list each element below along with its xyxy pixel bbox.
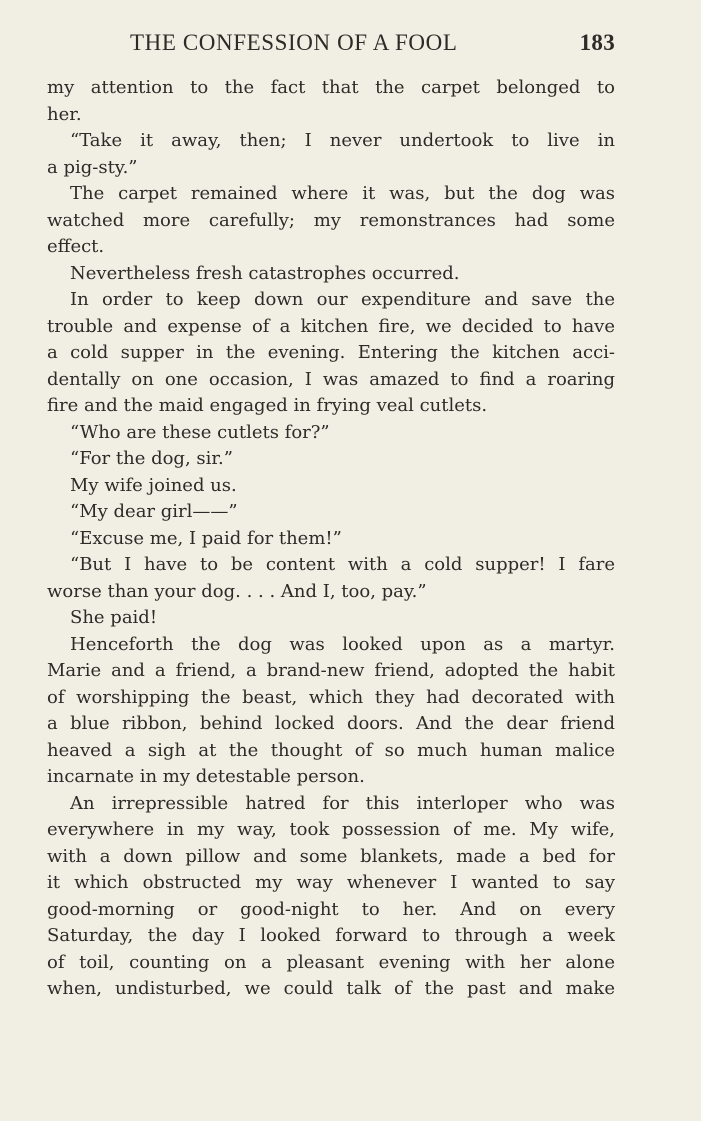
- text-line: a pig-sty.”: [47, 156, 138, 178]
- running-title: THE CONFESSION OF A FOOL: [130, 30, 458, 55]
- text-line: with a down pillow and some blankets, made a bed for: [47, 845, 615, 867]
- text-line: of toil, counting on a pleasant evening with her alone: [47, 951, 615, 973]
- text-line: “Who are these cutlets for?”: [70, 421, 330, 443]
- text-line: heaved a sigh at the thought of so much human malice: [47, 739, 615, 761]
- text-line: In order to keep down our expenditure and save the: [70, 289, 615, 310]
- text-line: when, undisturbed, we could talk of the past and make: [47, 978, 615, 999]
- body-text: [47, 75, 615, 1003]
- text-line: The carpet remained where it was, but the dog was: [70, 183, 615, 204]
- text-line: She paid!: [70, 607, 158, 628]
- text-line: everywhere in my way, took possession of me. My wife,: [47, 819, 615, 840]
- text-line: My wife joined us.: [70, 474, 237, 496]
- text-line: dentally on one occasion, I was amazed to find a roaring: [47, 368, 615, 390]
- text-line: trouble and expense of a kitchen fire, we decided to have: [47, 315, 615, 337]
- page-number: 183: [579, 30, 615, 55]
- running-header: [47, 26, 615, 58]
- text-line: incarnate in my detestable person.: [47, 766, 365, 787]
- text-line: good-morning or good-night to her. And on every: [47, 898, 615, 920]
- text-line: “But I have to be content with a cold supper! I fare: [70, 554, 615, 575]
- text-line: a blue ribbon, behind locked doors. And the dear friend: [47, 713, 615, 734]
- text-line: “Take it away, then; I never undertook to live in: [70, 130, 615, 151]
- text-line: a cold supper in the evening. Entering the kitchen acci-: [47, 342, 615, 363]
- text-line: it which obstructed my way whenever I wanted to say: [47, 872, 615, 893]
- text-line: effect.: [47, 236, 105, 257]
- text-line: Marie and a friend, a brand-new friend, adopted the habit: [47, 660, 615, 681]
- text-line: An irrepressible hatred for this interloper who was: [70, 792, 615, 814]
- text-line: Nevertheless fresh catastrophes occurred.: [70, 262, 460, 284]
- text-line: my attention to the fact that the carpet belonged to: [47, 77, 615, 98]
- text-line: watched more carefully; my remonstrances had some: [47, 209, 615, 231]
- text-line: Henceforth the dog was looked upon as a martyr.: [70, 633, 615, 655]
- text-line: “For the dog, sir.”: [70, 448, 233, 469]
- text-line: “Excuse me, I paid for them!”: [70, 527, 342, 549]
- text-line: “My dear girl——”: [70, 501, 238, 522]
- text-line: of worshipping the beast, which they had decorated with: [47, 686, 615, 708]
- text-line: her.: [47, 103, 82, 125]
- text-line: Saturday, the day I looked forward to through a week: [47, 925, 615, 946]
- text-line: worse than your dog. . . . And I, too, pay.”: [47, 580, 427, 602]
- text-line: fire and the maid engaged in frying veal cutlets.: [47, 395, 488, 416]
